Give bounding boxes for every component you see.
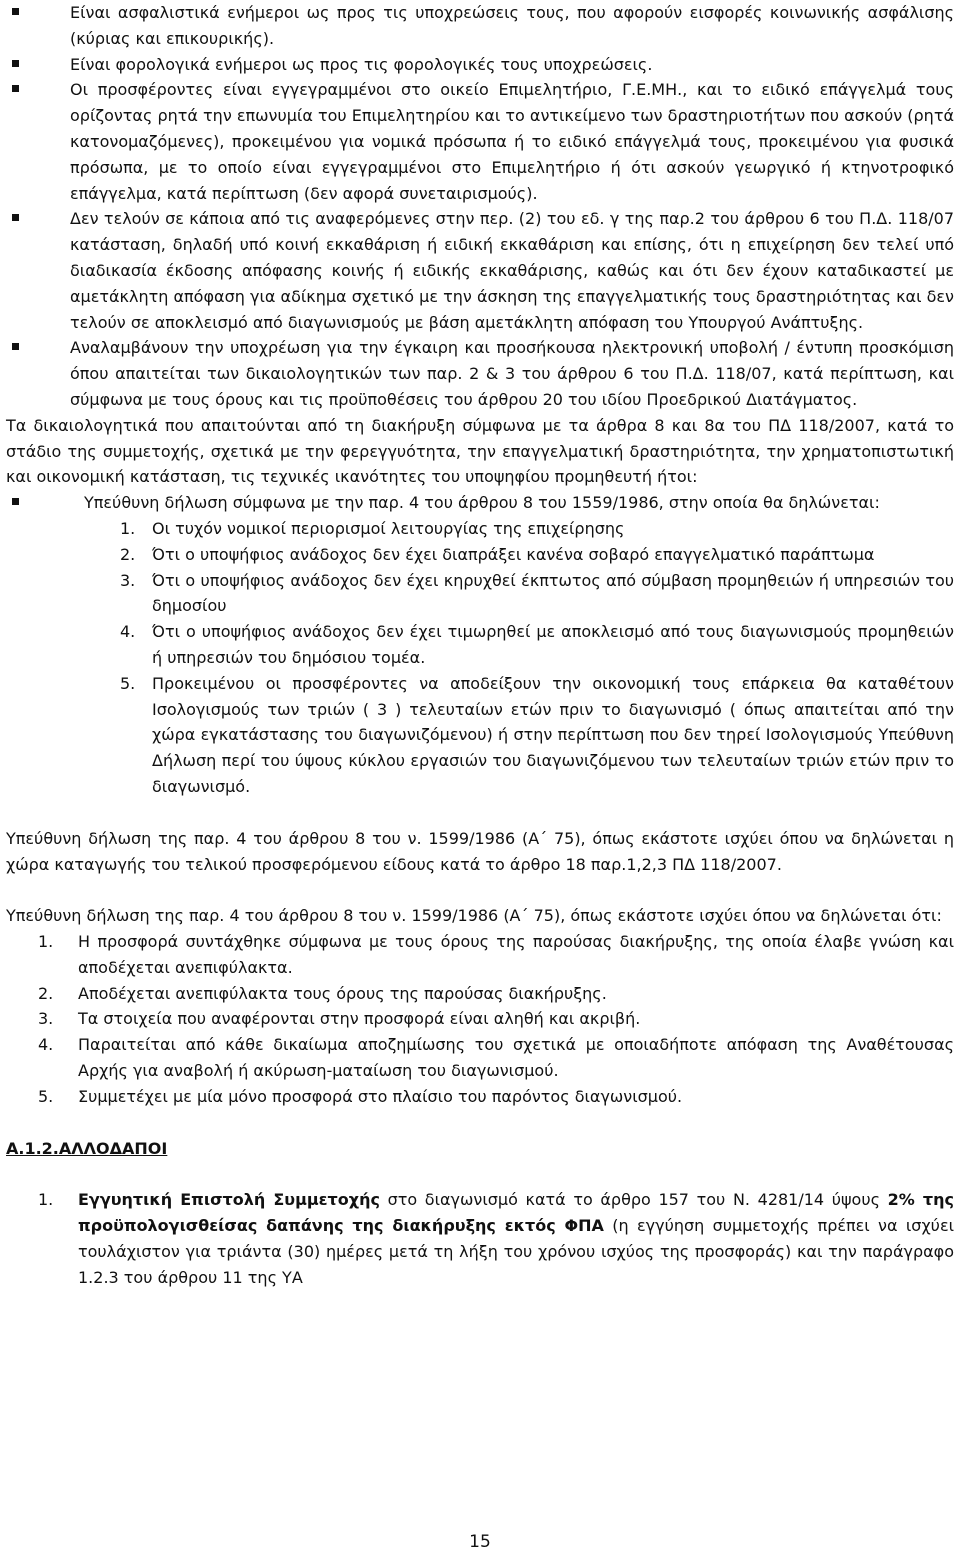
origin-declaration-paragraph: Υπεύθυνη δήλωση της παρ. 4 του άρθρου 8 του ν. 1599/1986 (Α΄ 75), όπως εκάστοτε ισχύει όπου να δηλώνεται η χώρα καταγωγής του τελικού προσφερόμενου είδους κατά το άρθρο 18 παρ.1,2,3 ΠΔ 118/2007. bbox=[6, 828, 954, 874]
bold-term: 2% της προϋπολογισθείσας δαπάνης της διακήρυξης εκτός ΦΠΑ bbox=[78, 1190, 955, 1236]
list-item-text: Παραιτείται από κάθε δικαίωμα αποζημίωσης του σχετικά με οποιαδήποτε απόφαση της Αναθέτουσας Αρχής για αναβολή ή ακύρωση-ματαίωση του διαγωνισμού. bbox=[78, 1035, 954, 1081]
square-bullet-icon bbox=[12, 85, 19, 92]
list-item bbox=[120, 619, 954, 671]
document-page bbox=[6, 0, 954, 1291]
list-item-text: Ότι ο υποψήφιος ανάδοχος δεν έχει διαπράξει κανένα σοβαρό επαγγελματικό παράπτωμα bbox=[152, 544, 875, 564]
list-item bbox=[6, 335, 954, 412]
list-item bbox=[120, 671, 954, 800]
list-item-text: Υπεύθυνη δήλωση σύμφωνα με την παρ. 4 του άρθρου 8 του 1559/1986, στην οποία θα δηλώνεται: bbox=[84, 493, 880, 513]
list-item-text: Συμμετέχει με μία μόνο προσφορά στο πλαίσιο του παρόντος διαγωνισμού. bbox=[78, 1086, 683, 1106]
list-item-text: Η προσφορά συντάχθηκε σύμφωνα με τους όρους της παρούσας διακήρυξης, της οποία έλαβε γνώση και αποδέχεται ανεπιφύλακτα. bbox=[78, 932, 954, 977]
list-item bbox=[38, 1006, 954, 1032]
list-item-text: Ότι ο υποψήφιος ανάδοχος δεν έχει τιμωρηθεί με αποκλεισμό από τους διαγωνισμούς προμηθειών ή υπηρεσιών του δημόσιου τομέα. bbox=[152, 622, 954, 667]
list-item-text: Ότι ο υποψήφιος ανάδοχος δεν έχει κηρυχθεί έκπτωτος από σύμβαση προμηθειών ή υπηρεσιών του δημοσίου bbox=[152, 570, 954, 616]
page-number: 15 bbox=[469, 1532, 491, 1552]
list-item-text: Οι προσφέροντες είναι εγγεγραμμένοι στο οικείο Επιμελητήριο, Γ.Ε.ΜΗ., και το ειδικό επάγγελμά τους ορίζοντας ρητά την επωνυμία του Επιμελητηρίου και το αντικείμενο των δραστηριοτήτων που ασκούν (ρητά κατονομαζόμενες), προκειμένου για νομικά πρόσωπα ή το ειδικό επάγγελμά τους, προκειμένου για φυσικά πρόσωπα, με το οποίο είναι εγγεγραμμένοι στο Επιμελητήριο ή ότι ασκούν γεωργικό ή κτηνοτροφικό επάγγελμα, κατά περίπτωση (δεν αφορά συνεταιρισμούς). bbox=[70, 80, 954, 203]
list-number: 2. bbox=[38, 983, 54, 1003]
foreign-numbered-list bbox=[6, 1187, 954, 1290]
list-item bbox=[6, 77, 954, 206]
list-item bbox=[120, 542, 954, 568]
list-item-text: Είναι ασφαλιστικά ενήμεροι ως προς τις υποχρεώσεις τους, που αφορούν εισφορές κοινωνικής ασφάλισης (κύριας και επικουρικής). bbox=[70, 3, 954, 48]
list-item bbox=[6, 52, 954, 78]
list-item bbox=[38, 1187, 955, 1290]
list-number: 5. bbox=[120, 673, 136, 693]
list-item-text: Προκειμένου οι προσφέροντες να αποδείξουν την οικονομική τους επάρκεια θα καταθέτουν Ισολογισμούς των τριών ( 3 ) τελευταίων ετών πριν το διαγωνισμό ( όπως απαιτείται από την χώρα εγκατάστασης του διαγωνιζόμενου) ή στην περίπτωση που δεν τηρεί Ισολογισμούς Υπεύθυνη Δήλωση περί του ύψους κύκλου εργασιών του διαγωνιζόμενου των τελευταίων τριών ετών πριν το διαγωνισμό. bbox=[152, 673, 954, 796]
list-item-text: Οι τυχόν νομικοί περιορισμοί λειτουργίας της επιχείρησης bbox=[152, 518, 625, 538]
statement-declaration-paragraph: Υπεύθυνη δήλωση της παρ. 4 του άρθρου 8 του ν. 1599/1986 (Α΄ 75), όπως εκάστοτε ισχύει όπου να δηλώνεται ότι: bbox=[6, 906, 942, 926]
square-bullet-icon bbox=[12, 60, 19, 67]
square-bullet-icon bbox=[12, 343, 19, 350]
list-item-text: (η εγγύηση συμμετοχής πρέπει να ισχύει τουλάχιστον για τριάντα (30) ημέρες μετά τη λήξη του χρόνου ισχύος της προσφοράς) και την παράγραφο 1.2.3 του άρθρου 11 της ΥΑ bbox=[78, 1216, 954, 1287]
square-bullet-icon bbox=[12, 214, 19, 221]
declaration-bullet-list bbox=[6, 490, 954, 516]
list-item bbox=[6, 206, 954, 335]
list-item-text: Αναλαμβάνουν την υποχρέωση για την έγκαιρη και προσήκουσα ηλεκτρονική υποβολή / έντυπη προσκόμιση όπου απαιτείται των δικαιολογητικών των παρ. 2 & 3 του άρθρου 6 του Π.Δ. 118/07, κατά περίπτωση, και σύμφωνα με τους όρους και τις προϋποθέσεις του άρθρου 20 του ιδίου Προεδρικού Διατάγματος. bbox=[70, 338, 954, 409]
list-item bbox=[120, 516, 954, 542]
list-number: 5. bbox=[38, 1086, 54, 1106]
list-item bbox=[38, 929, 954, 981]
list-item bbox=[38, 1084, 954, 1110]
list-item bbox=[6, 490, 954, 516]
bold-term: Εγγυητική Επιστολή Συμμετοχής bbox=[78, 1190, 380, 1210]
list-number: 1. bbox=[38, 1190, 54, 1210]
list-number: 4. bbox=[120, 622, 136, 642]
list-number: 3. bbox=[38, 1009, 54, 1029]
square-bullet-icon bbox=[12, 498, 19, 505]
list-item-text: στο διαγωνισμό κατά το άρθρο 157 του Ν. 4281/14 ύψους bbox=[379, 1190, 888, 1210]
square-bullet-icon bbox=[12, 8, 19, 15]
section-heading: Α.1.2.ΑΛΛΟΔΑΠΟΙ bbox=[6, 1138, 168, 1158]
list-item bbox=[38, 1032, 954, 1084]
list-item-text: Τα στοιχεία που αναφέρονται στην προσφορά είναι αληθή και ακριβή. bbox=[78, 1009, 641, 1029]
list-item bbox=[120, 568, 954, 620]
list-item bbox=[6, 0, 954, 52]
list-number: 1. bbox=[38, 932, 54, 952]
list-number: 2. bbox=[120, 544, 136, 564]
requirements-bullet-list bbox=[6, 0, 954, 413]
list-item-text: Αποδέχεται ανεπιφύλακτα τους όρους της παρούσας διακήρυξης. bbox=[78, 983, 607, 1003]
list-item bbox=[38, 981, 954, 1007]
list-item-text: Δεν τελούν σε κάποια από τις αναφερόμενες στην περ. (2) του εδ. γ της παρ.2 του άρθρου 6 του Π.Δ. 118/07 κατάσταση, δηλαδή υπό κοινή εκκαθάριση ή ειδική εκκαθάριση και επίσης, ότι η επιχείρηση δεν τελεί υπό διαδικασία έκδοσης απόφασης κοινής ή ειδικής εκκαθάρισης, καθώς και ότι δεν έχουν καταδικαστεί με αμετάκλητη απόφαση για αδίκημα σχετικό με την άσκηση της επαγγελματικής τους δραστηριότητας και δεν τελούν σε αποκλεισμό από διαγωνισμούς με βάση αμετάκλητη απόφαση του Υπουργού Ανάπτυξης. bbox=[70, 209, 954, 332]
declaration-numbered-list bbox=[6, 516, 954, 800]
documents-paragraph: Τα δικαιολογητικά που απαιτούνται από τη διακήρυξη σύμφωνα με τα άρθρα 8 και 8α του ΠΔ 118/2007, κατά το στάδιο της συμμετοχής, σχετικά με την φερεγγυότητα, την επαγγελματική δραστηριότητα, την χρηματοπιστωτική και οικονομική κατάσταση, τις τεχνικές ικανότητες του υποψηφίου προμηθευτή ήτοι: bbox=[6, 415, 954, 487]
list-number: 3. bbox=[120, 570, 136, 590]
list-number: 1. bbox=[120, 518, 136, 538]
list-number: 4. bbox=[38, 1035, 54, 1055]
statement-numbered-list bbox=[6, 929, 954, 1110]
list-item-text: Είναι φορολογικά ενήμεροι ως προς τις φορολογικές τους υποχρεώσεις. bbox=[70, 54, 653, 74]
